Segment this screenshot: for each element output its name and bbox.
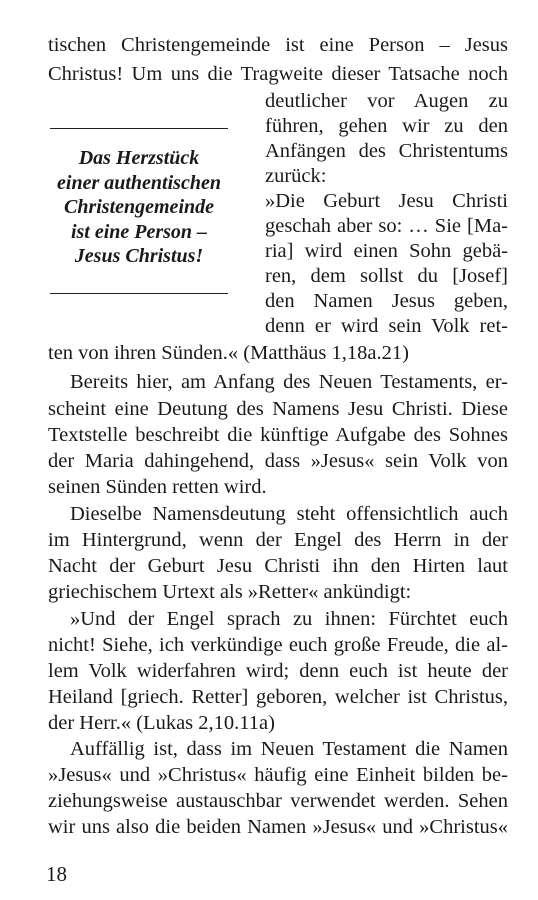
body-text-line: tischen Christengemeinde ist eine Person – Jesus: [48, 34, 508, 56]
body-text-line: der Maria dahingehend, dass »Jesus« sein Volk von: [48, 450, 508, 472]
quote-text-line: Heiland [griech. Retter] geboren, welcher ist Christus,: [48, 686, 508, 708]
quote-text-line: ten von ihren Sünden.« (Matthäus 1,18a.21): [48, 342, 409, 364]
body-text-line: wir uns also die beiden Namen »Jesus« und »Christus«: [48, 816, 508, 838]
pull-quote-line: einer authentischen: [57, 171, 221, 194]
pull-quote-top-rule: [50, 128, 228, 129]
body-text-line: Anfängen des Christentums: [265, 140, 508, 162]
body-text-line: führen, gehen wir zu den: [265, 115, 508, 137]
body-text-line: Bereits hier, am Anfang des Neuen Testaments, er-: [70, 371, 508, 393]
pull-quote: [48, 128, 230, 294]
pull-quote-bottom-rule: [50, 293, 228, 294]
body-text-line: ziehungsweise austauschbar verwendet werden. Sehen: [48, 790, 508, 812]
body-text-line: Textstelle beschreibt die künftige Aufgabe des Sohnes: [48, 424, 508, 446]
quote-text-line: »Die Geburt Jesu Christi: [265, 190, 508, 212]
quote-text-line: geschah aber so: … Sie [Ma-: [265, 215, 508, 237]
pull-quote-line: Das Herzstück: [78, 147, 200, 169]
body-text-line: Christus! Um uns die Tragweite dieser Tatsache noch: [48, 63, 508, 85]
quote-text-line: ren, dem sollst du [Josef]: [265, 265, 508, 287]
body-text-line: im Hintergrund, wenn der Engel des Herrn in der: [48, 529, 508, 551]
pull-quote-text: [48, 146, 230, 269]
pull-quote-line: ist eine Person –: [70, 220, 208, 243]
body-text-line: Dieselbe Namensdeutung steht offensichtlich auch: [70, 503, 508, 525]
body-text-line: griechischem Urtext als »Retter« ankündigt:: [48, 581, 412, 603]
quote-text-line: denn er wird sein Volk ret-: [265, 315, 508, 337]
quote-text-line: lem Volk widerfahren wird; denn euch ist heute der: [48, 660, 508, 682]
body-text-line: zurück:: [265, 165, 327, 187]
quote-text-line: den Namen Jesus geben,: [265, 290, 508, 312]
pull-quote-line: Jesus Christus!: [74, 245, 204, 267]
quote-text-line: ria] wird einen Sohn gebä-: [265, 240, 508, 262]
quote-text-line: der Herr.« (Lukas 2,10.11a): [48, 712, 275, 734]
pull-quote-line: Christengemeinde: [63, 196, 214, 218]
body-text-line: Nacht der Geburt Jesu Christi ihn den Hirten laut: [48, 555, 508, 577]
page-number: 18: [46, 862, 67, 886]
body-text-line: »Jesus« und »Christus« häufig eine Einheit bilden be-: [48, 764, 508, 786]
body-text-line: Auffällig ist, dass im Neuen Testament die Namen: [70, 738, 508, 760]
body-text-line: deutlicher vor Augen zu: [265, 90, 508, 112]
quote-text-line: »Und der Engel sprach zu ihnen: Fürchtet euch: [70, 608, 508, 630]
body-text-line: seinen Sünden retten wird.: [48, 476, 267, 498]
quote-text-line: nicht! Siehe, ich verkündige euch große Freude, die al-: [48, 634, 508, 656]
body-text-line: scheint eine Deutung des Namens Jesu Christi. Diese: [48, 398, 508, 420]
